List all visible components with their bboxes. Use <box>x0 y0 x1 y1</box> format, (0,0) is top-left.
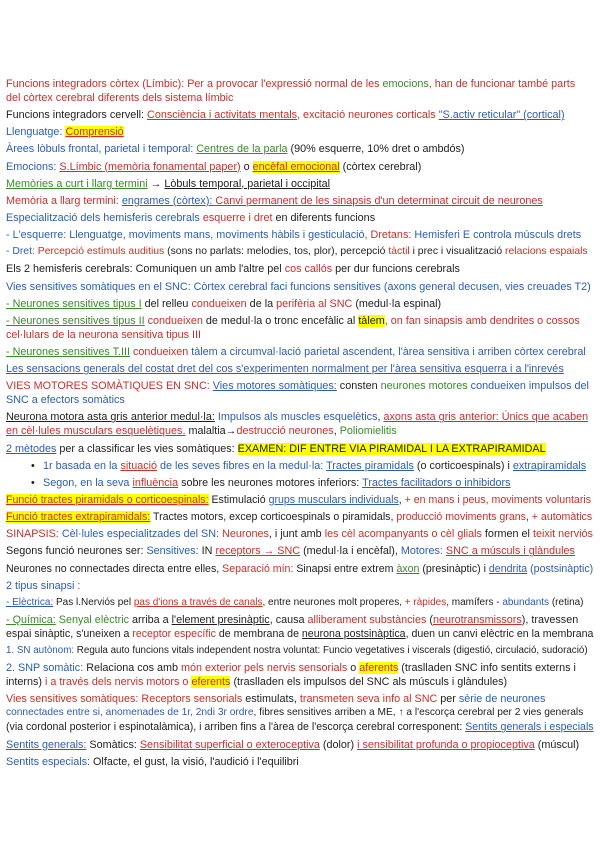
text-run: de medul·la o tronc encefàlic al <box>205 314 359 327</box>
highlighted-text: eferents <box>191 676 231 689</box>
text-run: Dretans: <box>370 229 415 242</box>
text-run: Estimulació <box>208 493 269 506</box>
text-run: + automàtics <box>531 511 593 524</box>
text-run: tàctil <box>388 246 410 258</box>
text-run: , <box>333 425 340 438</box>
text-run: ), travessen <box>521 613 579 626</box>
paragraph <box>6 493 594 507</box>
text-run: , entre neurones molt properes, <box>262 596 405 608</box>
text-run: , duen un canvi elèctric en la membrana <box>405 627 594 640</box>
text-run: 2 tipus sinapsi : <box>6 579 81 592</box>
text-run: Tractes motors, excep corticoespinals o piramidals, <box>150 511 397 524</box>
text-run: Segons funció neurones ser: <box>6 545 147 558</box>
underlined-text: Tractes piramidals <box>326 459 414 472</box>
text-line <box>6 77 594 91</box>
underlined-text: situació <box>120 459 158 472</box>
highlighted-text: Funció tractes piramidals o corticoespinals: <box>6 493 209 506</box>
text-run: condueixen impulsos del <box>467 380 589 393</box>
text-line <box>6 527 594 541</box>
text-run: Relaciona cos amb <box>86 662 182 675</box>
text-run: Funcions integradors cervell: <box>6 109 148 122</box>
text-run: (retina) <box>549 596 584 608</box>
paragraph <box>6 362 594 376</box>
text-line <box>6 442 594 456</box>
paragraph <box>6 661 594 689</box>
text-run: Separació mín: <box>222 562 294 575</box>
text-line <box>6 692 594 706</box>
text-line <box>6 493 594 507</box>
text-run: ( <box>426 613 433 626</box>
text-run: - Dret: <box>6 246 38 258</box>
paragraph <box>6 644 594 658</box>
text-line <box>6 328 594 342</box>
paragraph <box>6 755 594 769</box>
text-run: per dur funcions cerebrals <box>332 263 460 276</box>
text-run: , fibres sensitives arriben a ME, ↑ a l'escorça cerebral per 2 vies generals <box>253 707 584 719</box>
text-line <box>6 160 594 174</box>
text-run: emocions <box>382 78 429 90</box>
text-run: (dolor) <box>319 738 358 751</box>
underlined-text: Centres de la parla <box>196 143 288 156</box>
paragraph <box>6 579 594 593</box>
text-run: condueixen <box>144 314 206 327</box>
text-run: sobre les neurones motores inferiors: <box>178 476 363 489</box>
text-run: Poliomielitis <box>339 425 397 438</box>
paragraph <box>6 228 594 242</box>
paragraph <box>6 245 594 259</box>
underlined-text: 2 mètodes <box>6 442 57 455</box>
text-run: , mamífers - <box>446 596 503 608</box>
paragraph <box>6 379 594 407</box>
text-line <box>6 125 594 139</box>
text-line <box>6 228 594 242</box>
text-run: Funcions integradors còrtex (Límbic): Per a provocar l'expressió normal de les <box>6 78 383 90</box>
underlined-text: - Neurones sensitives tipus I <box>6 297 142 310</box>
text-run: destrucció neurones <box>236 425 334 438</box>
paragraph <box>6 77 594 105</box>
highlighted-text: Funció tractes extrapiramidals: <box>6 511 151 524</box>
text-run: Els 2 hemisferis cerebrals: Comuniquen un amb l'altre pel <box>6 263 285 276</box>
text-run: (sons no parlats: melodies, tos, plor), percepció <box>164 246 389 258</box>
text-line <box>6 194 594 208</box>
text-run: , on fan sinapsis amb dendrites o cossos <box>384 314 580 327</box>
text-line <box>6 738 594 752</box>
underlined-text: Canvi permanent de les sinapsis d'un determinat circuit de neurones <box>215 194 543 207</box>
text-line <box>6 706 594 720</box>
text-run: arriba a <box>129 613 172 626</box>
text-run: condueixen <box>130 345 192 358</box>
text-run: Impulsos als muscles esquelètics <box>214 411 378 424</box>
text-run: Sensitives: <box>146 545 202 558</box>
text-run: , <box>525 511 532 524</box>
text-run: neurones motores <box>380 380 468 393</box>
text-run: Emocions: <box>6 160 60 173</box>
text-run: les cèl acompanyants o cèl glials <box>324 528 482 541</box>
highlighted-text: encèfal emocional <box>252 160 340 173</box>
paragraph <box>6 314 594 342</box>
text-run: sèrie de neurones <box>458 693 546 706</box>
text-line <box>6 544 594 558</box>
text-run: tàlem a circumval·lació parietal ascendent, l'àrea sensitiva i arriben còrtex cerebral <box>191 345 586 358</box>
underlined-text: - Neurones sensitives T.III <box>6 345 131 358</box>
underlined-text: engrames (còrtex): <box>121 194 216 207</box>
underlined-text: receptors → SNC <box>215 545 301 558</box>
paragraph <box>6 692 594 734</box>
underlined-text: dendrita <box>488 562 528 575</box>
text-run: teixit nerviós <box>532 528 593 541</box>
text-run: (còrtex cerebral) <box>339 160 422 173</box>
paragraph <box>6 262 594 276</box>
text-run: o <box>240 160 253 173</box>
paragraph <box>6 562 594 576</box>
paragraph <box>6 544 594 558</box>
text-run: Olfacte, el gust, la visió, l'audició i l'equilibri <box>90 755 299 768</box>
underlined-text: Tractes facilitadors o inhibidors <box>362 476 511 489</box>
text-run: SNC a efectors somàtics <box>6 394 125 407</box>
text-run: Senyal elèctric <box>55 613 130 626</box>
text-line <box>6 476 594 490</box>
paragraph <box>6 211 594 225</box>
text-run: Vies sensitives somàtiques: Receptors sensorials <box>6 693 243 706</box>
text-run: per a classificar les vies somàtiques: <box>56 442 238 455</box>
underlined-text: SNC a músculs i glàndules <box>445 545 575 558</box>
underlined-text: Consciència i activitats mentals <box>147 109 298 122</box>
paragraph <box>6 442 594 456</box>
paragraph <box>6 510 594 524</box>
text-run: (via cordonal posterior i espinotalàmica), i arriben fins a l'àrea de l'escorça cerebral corresponent: <box>6 721 466 734</box>
text-line <box>6 297 594 311</box>
underlined-text: l'element presinàptic <box>171 613 270 626</box>
paragraph <box>6 297 594 311</box>
paragraph <box>6 160 594 174</box>
underlined-text: Memòries a curt i llarg termini <box>6 177 148 190</box>
text-run: , excitació neurones corticals <box>297 109 439 122</box>
text-run: SINAPSIS: <box>6 528 62 541</box>
text-run: cel·lulars de la neurona sensitiva tipus III <box>6 328 202 341</box>
text-run: o <box>347 662 360 675</box>
text-run: , <box>377 411 384 424</box>
text-run: → <box>147 177 165 190</box>
paragraph <box>6 142 594 156</box>
text-line <box>6 211 594 225</box>
text-line <box>6 177 594 191</box>
underlined-text: axons asta gris anterior: Únics que acaben <box>383 411 589 424</box>
text-run: Percepció estímuls auditius <box>37 246 165 258</box>
text-line <box>6 755 594 769</box>
text-line <box>6 379 594 393</box>
text-line <box>6 345 594 359</box>
text-run: , <box>398 493 405 506</box>
text-run: espai sinàptic, s'uneixen a <box>6 627 133 640</box>
text-run: Vies sensitives somàtiques en el SNC: Còrtex cerebral faci funcions sensitives (axons general decusen, vies creuades T2) <box>6 280 591 293</box>
underlined-text: neurotransmissors <box>432 613 522 626</box>
text-line <box>6 579 594 593</box>
underlined-text: - Elèctrica: <box>6 596 54 608</box>
text-run: 1. SN autònom: <box>6 645 77 657</box>
paragraph <box>6 527 594 541</box>
text-line <box>6 644 594 658</box>
underlined-text: influència <box>132 476 179 489</box>
text-line <box>6 596 594 610</box>
text-line <box>6 661 594 675</box>
text-run: Segon, en la seva <box>43 476 133 489</box>
underlined-text: Sentits generals i especials <box>465 721 594 734</box>
text-run: Regula auto funcions vitals independent nostra voluntat: Funcio vegetatives i viscerals (digestió, circulació, sudoració) <box>76 645 588 657</box>
text-line <box>6 262 594 276</box>
underlined-text: pas d'ions a través de canals <box>133 596 263 608</box>
text-run: del relleu <box>141 297 192 310</box>
highlighted-text: Comprensió <box>65 126 124 139</box>
text-run: , i junt amb <box>268 528 325 541</box>
text-run: estimulats, <box>242 693 300 706</box>
text-run: formen el <box>481 528 533 541</box>
text-run: de les seves fibres en la medul·la: <box>157 459 327 472</box>
text-run: , causa <box>269 613 308 626</box>
text-run: Pas l.Nerviós pel <box>53 596 134 608</box>
text-line <box>6 627 594 641</box>
text-run: abundants <box>502 596 550 608</box>
text-run: malaltia→ <box>185 425 237 438</box>
underlined-text: - Química: <box>6 613 56 626</box>
text-line <box>6 245 594 259</box>
text-line <box>6 459 594 473</box>
underlined-text: àxon <box>396 562 420 575</box>
text-line <box>6 393 594 407</box>
text-run: interns) <box>6 676 46 689</box>
text-run: esquerre i dret <box>202 211 273 224</box>
text-run: receptor específic <box>132 627 216 640</box>
text-run: Àrees lòbuls frontal, parietal i temporal: <box>6 143 197 156</box>
text-run: Cèl·lules especialitzades del SN: <box>61 528 223 541</box>
paragraph <box>6 108 594 122</box>
underlined-text: i sensibilitat profunda o propioceptiva <box>357 738 535 751</box>
bullet-item <box>6 459 594 473</box>
text-line <box>6 675 594 689</box>
paragraph <box>6 738 594 752</box>
text-run: cos callós <box>284 263 333 276</box>
text-run: Sinapsi entre extrem <box>293 562 397 575</box>
text-run: condueixen <box>191 297 247 310</box>
text-run: (medul·la i encèfal), <box>300 545 401 558</box>
text-run: Sentits especials: <box>6 755 91 768</box>
text-run: i a través dels nervis motors o <box>45 676 192 689</box>
text-run: VIES MOTORES SOMÀTIQUES EN SNC: <box>6 380 213 393</box>
text-run: alliberament substàncies <box>307 613 427 626</box>
text-run: producció moviments grans <box>396 511 526 524</box>
text-run: , han de funcionar també parts <box>428 78 576 90</box>
text-run: (presinàptic) i <box>419 562 489 575</box>
text-run: Hemisferi E controla músculs drets <box>414 229 582 242</box>
text-line <box>6 91 594 105</box>
text-run: perifèria al SNC <box>276 297 353 310</box>
highlighted-text: aferents <box>359 662 399 675</box>
text-run: Memòria a llarg termini: <box>6 194 122 207</box>
text-run: 2. SNP somàtic: <box>6 662 87 675</box>
text-line <box>6 410 594 424</box>
text-line <box>6 108 594 122</box>
text-line <box>6 142 594 156</box>
text-run: relacions espaials <box>505 246 588 258</box>
text-run: Especialització dels hemisferis cerebrals <box>6 211 203 224</box>
underlined-text: Sentits generals: <box>6 738 87 751</box>
text-run: connectades entre si, anomenades de 1r, 2ndi 3r ordre <box>6 707 254 719</box>
bullet-item <box>6 476 594 490</box>
underlined-text: Neurona motora asta gris anterior medul·la: <box>6 411 215 424</box>
underlined-text: extrapiramidals <box>512 459 587 472</box>
text-line <box>6 362 594 376</box>
text-run: IN <box>201 545 216 558</box>
underlined-text: Sensibilitat superficial o exteroceptiva <box>139 738 320 751</box>
text-run: consten <box>336 380 381 393</box>
highlighted-text: tàlem <box>358 314 385 327</box>
paragraph <box>6 194 594 208</box>
text-run: 1r basada en la <box>43 459 121 472</box>
text-line <box>6 280 594 294</box>
text-run: (medul·la espinal) <box>352 297 442 310</box>
text-run: Motores: <box>400 545 446 558</box>
text-line <box>6 314 594 328</box>
text-run: + ràpides <box>404 596 447 608</box>
text-run: món exterior pels nervis sensorials <box>181 662 348 675</box>
text-run: Neurones no connectades directa entre elles, <box>6 562 223 575</box>
text-run: (o corticoespinals) i <box>413 459 513 472</box>
text-run: (90% esquerre, 10% dret o ambdós) <box>287 143 465 156</box>
text-run: (múscul) <box>534 738 580 751</box>
text-run: en diferents funcions <box>272 211 376 224</box>
text-line <box>6 510 594 524</box>
paragraph <box>6 345 594 359</box>
text-run: (postsinàptic) <box>527 562 594 575</box>
text-run: del còrtex cerebral diferents dels sistema límbic <box>6 92 234 104</box>
text-run: per <box>437 693 459 706</box>
underlined-text: grups musculars individuals <box>268 493 399 506</box>
text-run: transmeten seva info al SNC <box>299 693 438 706</box>
text-run: Somàtics: <box>86 738 140 751</box>
text-run: + en mans i peus, moviments voluntaris <box>404 493 591 506</box>
text-run: de membrana de <box>215 627 302 640</box>
text-line <box>6 613 594 627</box>
paragraph <box>6 125 594 139</box>
underlined-text: S.Límbic (memòria fonamental paper) <box>59 160 241 173</box>
underlined-text: Vies motores somàtiques: <box>212 380 337 393</box>
paragraph <box>6 596 594 610</box>
paragraph <box>6 410 594 438</box>
underlined-text: Lòbuls temporal, parietal i occipital <box>164 177 331 190</box>
text-line <box>6 720 594 734</box>
underlined-text: "S.activ reticular" (cortical) <box>438 109 565 122</box>
underlined-text: Les sensacions generals del costat dret del cos s'experimenten normalment per l'àrea sensitiva esquerra i a l'inrevés <box>6 363 564 376</box>
paragraph <box>6 177 594 191</box>
text-run: Neurones <box>222 528 269 541</box>
text-run: de la <box>246 297 277 310</box>
underlined-text: neurona postsinàptica <box>301 627 406 640</box>
paragraph <box>6 613 594 641</box>
text-run: Llenguatge: <box>6 126 66 139</box>
text-line <box>6 562 594 576</box>
underlined-text: - Neurones sensitives tipus II <box>6 314 145 327</box>
text-line <box>6 424 594 438</box>
paragraph <box>6 280 594 294</box>
highlighted-text: EXAMEN: DIF ENTRE VIA PIRAMIDAL I LA EXTRAPIRAMIDAL <box>237 442 546 455</box>
text-run: (traslladen SNC info sentits externs i <box>398 662 576 675</box>
text-run: i prec i visualització <box>409 246 506 258</box>
text-run: - L'esquerre: Llenguatge, moviments mans, moviments hàbils i gesticulació, <box>6 229 371 242</box>
text-run: (traslladen els impulsos del SNC als músculs i glàndules) <box>230 676 508 689</box>
underlined-text: en cèl·lules musculars esquelètiques. <box>6 425 186 438</box>
